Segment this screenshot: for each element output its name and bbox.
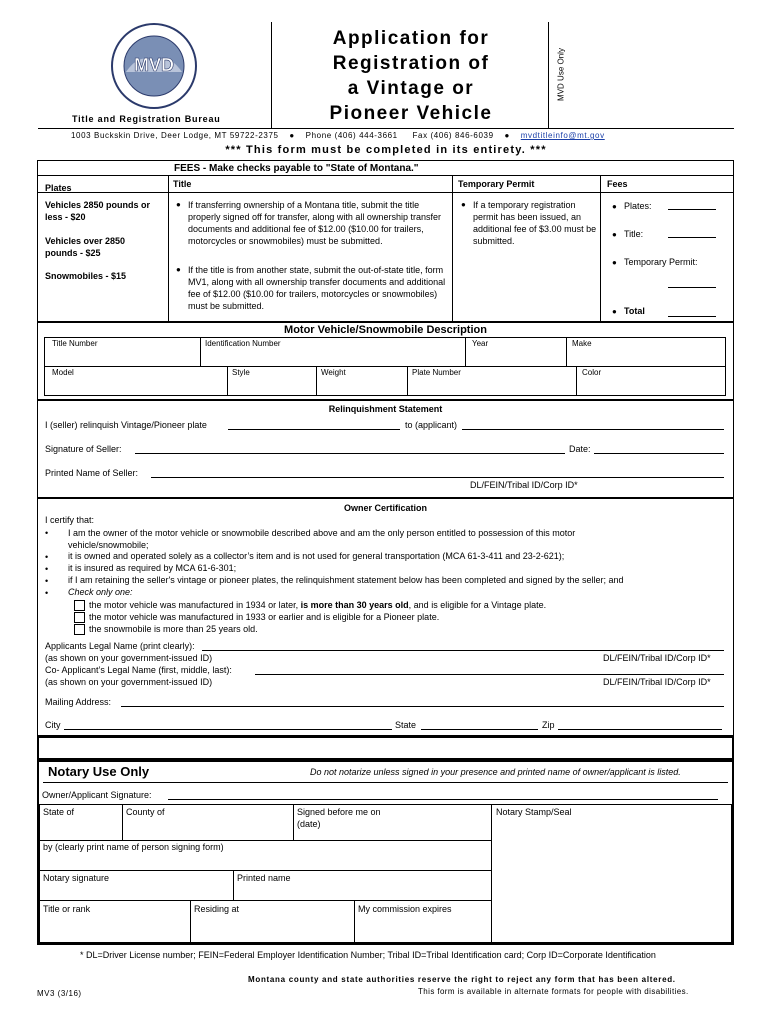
year-field[interactable]: Year [472, 339, 489, 348]
fees-banner: FEES - Make checks payable to "State of Montana." [174, 163, 419, 174]
relinquish-section [37, 400, 734, 498]
check-pioneer[interactable]: the motor vehicle was manufactured in 1933 or earlier and is eligible for a Pioneer plate. [74, 612, 439, 623]
fee-temp-field[interactable] [668, 287, 716, 288]
relinquish-plate-field[interactable] [228, 429, 400, 430]
state-of-field[interactable]: State of [43, 807, 75, 817]
alternate-formats: This form is available in alternate formats for people with disabilities. [418, 987, 689, 996]
bureau-name: Title and Registration Bureau [72, 114, 221, 124]
reserve-notice: Montana county and state authorities reserve the right to reject any form that has been altered. [248, 975, 676, 984]
plate-fee-3: Snowmobiles - $15 [45, 271, 127, 281]
fee-title-field[interactable] [668, 237, 716, 238]
title-fee-note-1: If transferring ownership of a Montana title, submit the title properly signed off for transfer, along with all ownership transfer documents and additional fee of $12.00 ($10.00 for trailers, motorcycles or snowmobiles) must be submitted. [188, 200, 441, 246]
mvd-logo [110, 22, 198, 110]
notary-printed-name-field[interactable]: Printed name [237, 873, 291, 883]
signer-name-field[interactable]: by (clearly print name of person signing form) [43, 842, 224, 852]
fee-plates-field[interactable] [668, 209, 716, 210]
mailing-address-field[interactable] [121, 706, 724, 707]
city-field[interactable] [64, 729, 392, 730]
model-field[interactable]: Model [52, 368, 74, 377]
residing-at-field[interactable]: Residing at [194, 904, 240, 914]
owner-signature-field[interactable] [168, 799, 718, 800]
notary-stamp-area: Notary Stamp/Seal [496, 807, 572, 817]
applicant-name-field[interactable] [202, 650, 724, 651]
to-applicant-field[interactable] [462, 429, 724, 430]
commission-expires-field[interactable]: My commission expires [358, 904, 452, 914]
state-field[interactable] [421, 729, 538, 730]
notary-heading: Notary Use Only [48, 764, 150, 779]
style-field[interactable]: Style [232, 368, 250, 377]
seller-signature-field[interactable] [135, 453, 565, 454]
temp-permit-note: If a temporary registration permit has been issued, an additional fee of $3.00 must be submitted. [473, 200, 597, 246]
vin-field[interactable]: Identification Number [205, 339, 281, 348]
mvd-use-only: MVD Use Only [556, 48, 566, 101]
co-applicant-name-field[interactable] [255, 674, 724, 675]
seller-printed-name-field[interactable] [151, 477, 724, 478]
county-of-field[interactable]: County of [126, 807, 165, 817]
seller-date-field[interactable] [594, 453, 724, 454]
email-link[interactable]: mvdtitleinfo@mt.gov [520, 131, 605, 140]
check-vintage[interactable]: the motor vehicle was manufactured in 1934 or later, is more than 30 years old, and is eligible for a Vintage plate. [74, 600, 546, 611]
svg-text:MVD: MVD [134, 55, 174, 75]
form-number: MV3 (3/16) [37, 989, 82, 998]
weight-field[interactable]: Weight [321, 368, 346, 377]
footnote: * DL=Driver License number; FEIN=Federal Employer Identification Number; Tribal ID=Tribal Identification card; Corp ID=Corporate Identification [80, 950, 656, 960]
check-snowmobile[interactable]: the snowmobile is more than 25 years old. [74, 624, 258, 635]
plate-fee-2: Vehicles over 2850 pounds - $25 [45, 236, 126, 258]
notary-signature-field[interactable]: Notary signature [43, 873, 110, 883]
contact-line: 1003 Buckskin Drive, Deer Lodge, MT 59722-2375 ● Phone (406) 444-3661 Fax (406) 846-6039 ● mvdtitleinfo@mt.gov [71, 131, 605, 140]
fee-total-field[interactable] [668, 316, 716, 317]
form-title: Application for Registration of a Vintage or Pioneer Vehicle [329, 28, 493, 124]
zip-field[interactable] [558, 729, 722, 730]
complete-notice: *** This form must be completed in its entirety. *** [225, 144, 547, 156]
plate-number-field[interactable]: Plate Number [412, 368, 461, 377]
color-field[interactable]: Color [582, 368, 602, 377]
plate-fee-1: Vehicles 2850 pounds or less - $20 [45, 200, 151, 222]
title-number-field[interactable]: Title Number [52, 339, 98, 348]
vehicle-heading: Motor Vehicle/Snowmobile Description [284, 324, 487, 336]
signed-before-field[interactable]: Signed before me on [297, 807, 381, 817]
title-rank-field[interactable]: Title or rank [43, 904, 91, 914]
make-field[interactable]: Make [572, 339, 592, 348]
title-fee-note-2: If the title is from another state, submit the out-of-state title, form MV1, along with all ownership transfer documents and additional fee of $12.00 ($10.00 for trailers, motorcycles or snowmobiles) must be submitted. [188, 265, 446, 311]
